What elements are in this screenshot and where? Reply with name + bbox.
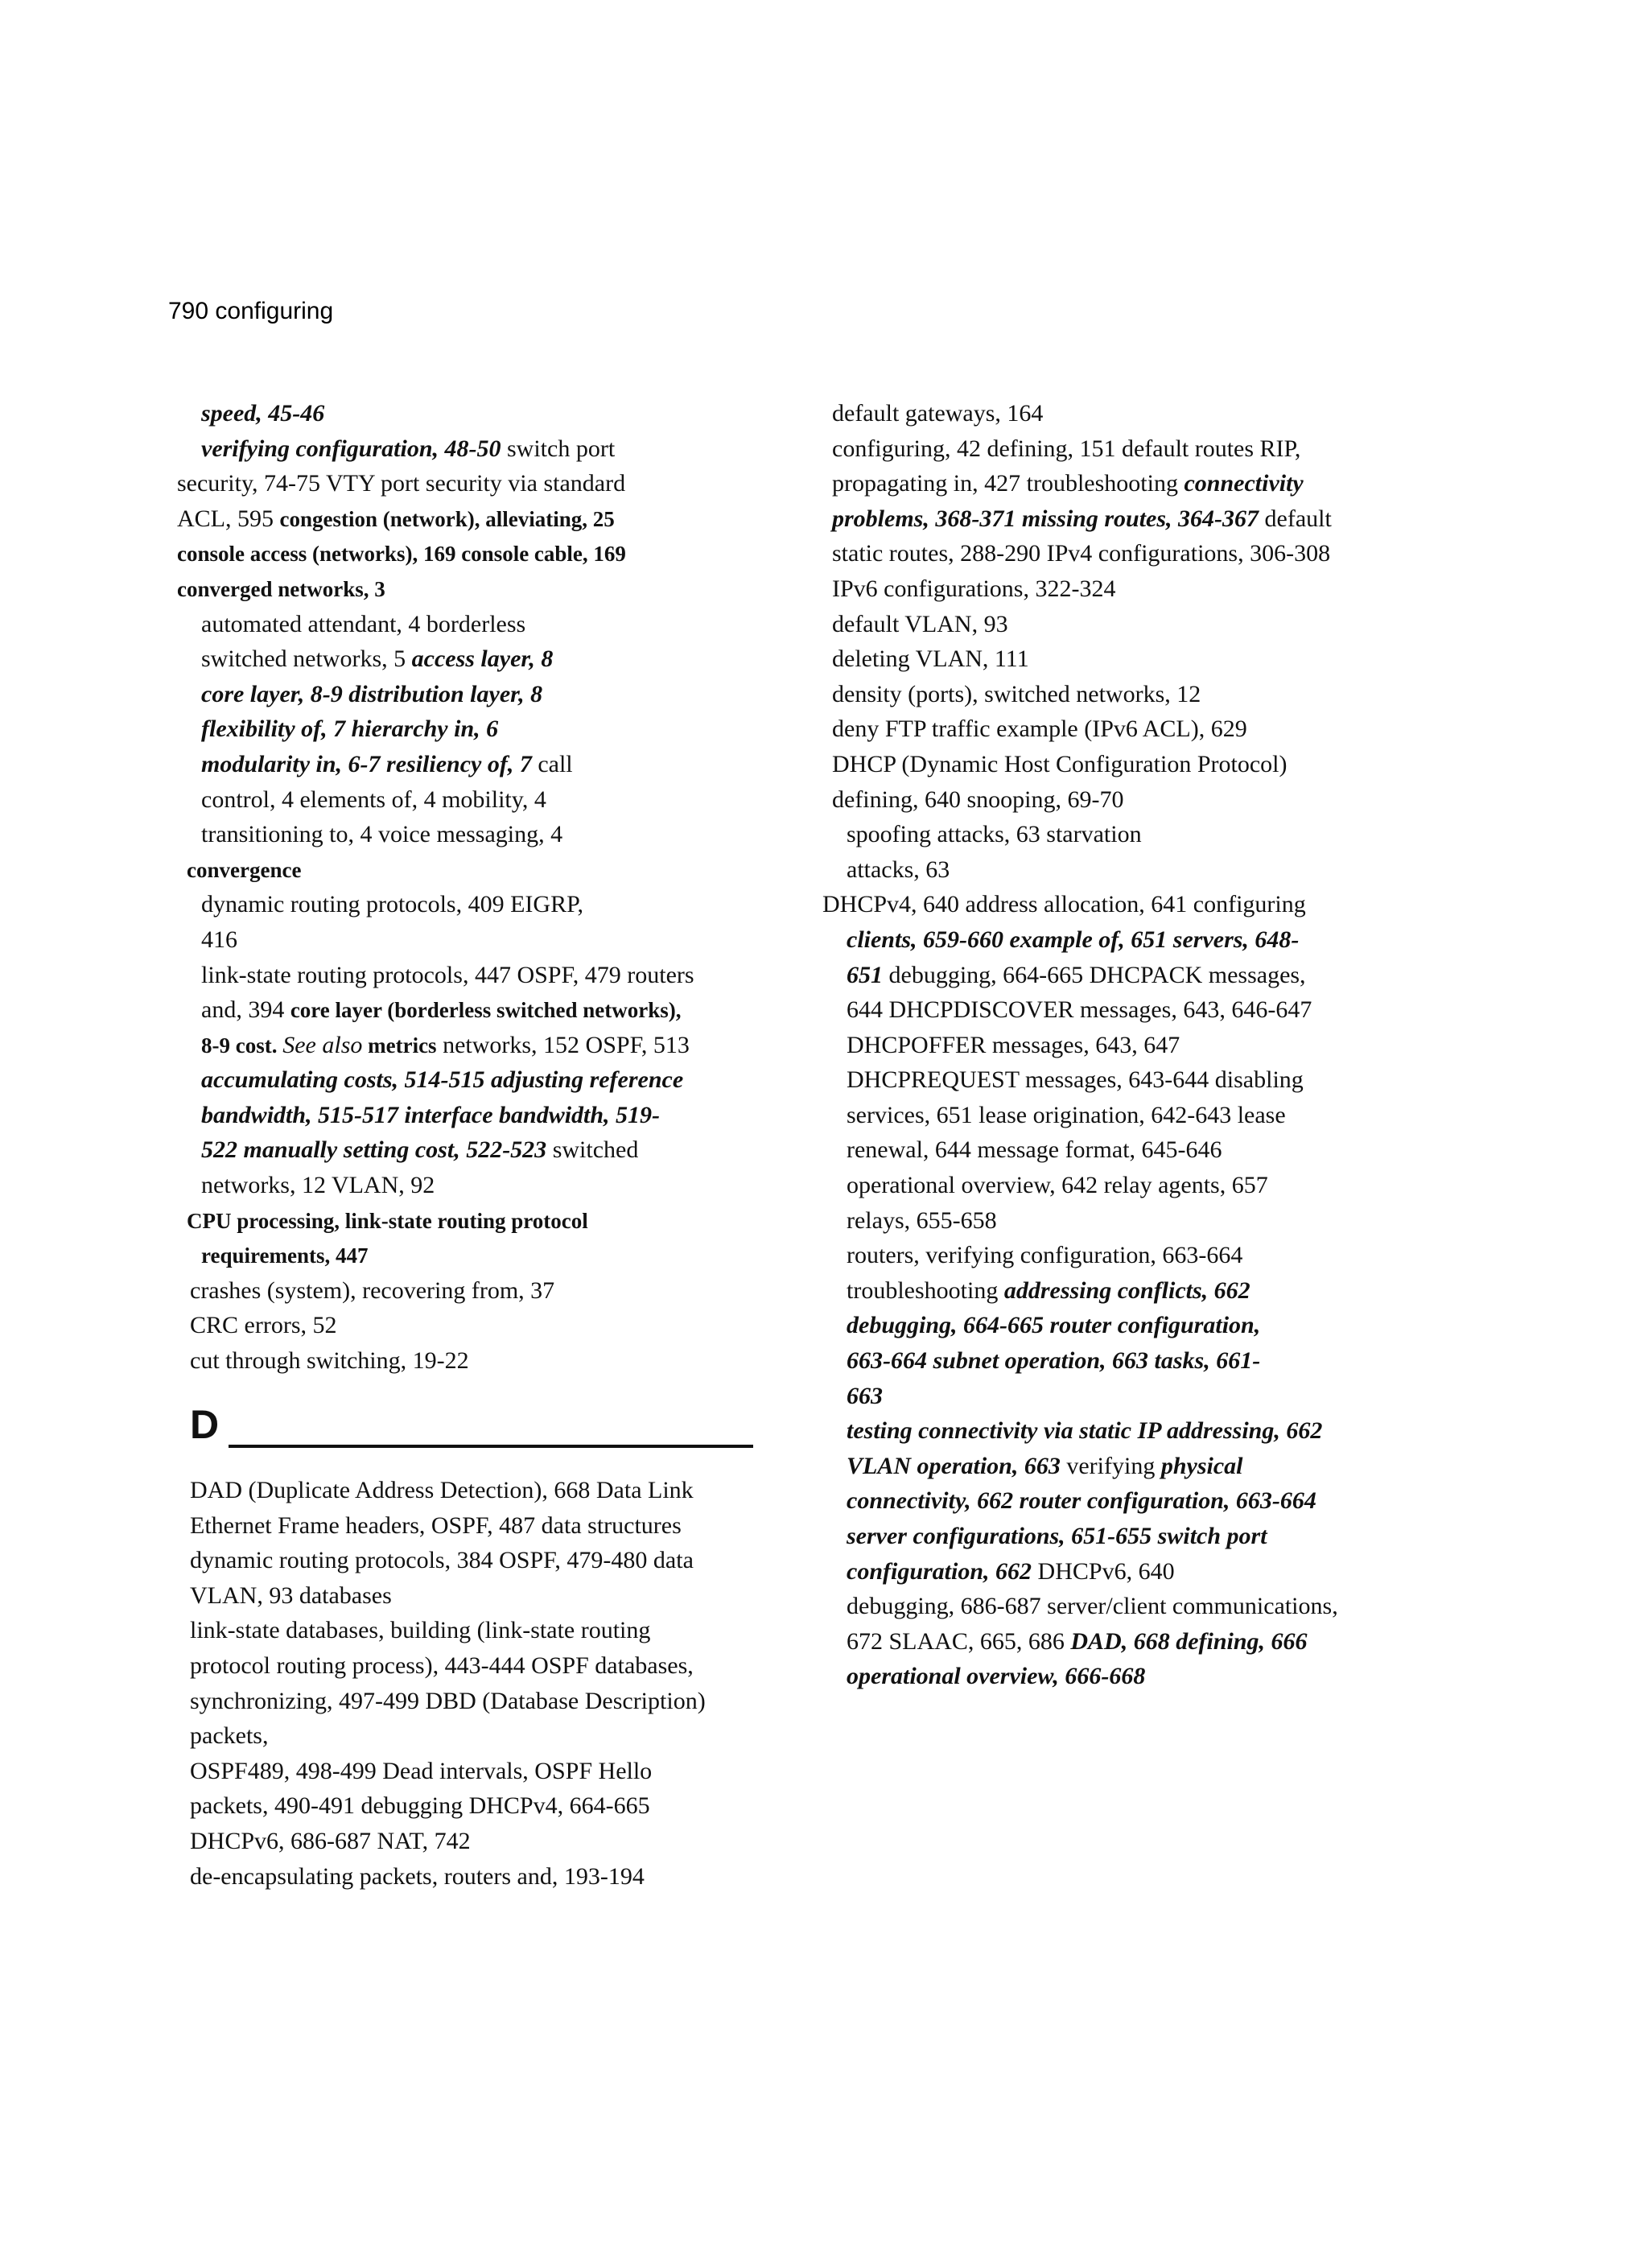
index-entry-line — [177, 992, 756, 1028]
index-entry-line — [177, 747, 756, 782]
section-rule — [229, 1445, 753, 1448]
index-column-left — [177, 396, 756, 1379]
index-entry-text: IPv6 configurations, 322-324 — [832, 575, 1116, 602]
index-entry-text: spoofing attacks, 63 starvation — [847, 821, 1142, 848]
index-entry-text: routers, verifying configuration, 663-664 — [847, 1242, 1243, 1269]
index-entry-text: DHCPREQUEST messages, 643-644 disabling — [847, 1066, 1304, 1094]
index-entry-text: automated attendant, 4 borderless — [201, 610, 526, 637]
index-entry-text: density (ports), switched networks, 12 — [832, 680, 1201, 707]
index-entry-line — [177, 1343, 756, 1379]
index-entry-text: deny FTP traffic example (IPv6 ACL), 629 — [832, 715, 1247, 743]
index-entry-text: services, 651 lease origination, 642-643 lease — [847, 1101, 1286, 1128]
index-entry-text: deleting VLAN, 111 — [832, 645, 1029, 673]
index-entry-text: connectivity, 662 router configuration, 663-664 — [847, 1487, 1316, 1515]
index-entry-line — [822, 1062, 1434, 1098]
index-entry-text: packets, — [190, 1722, 269, 1750]
index-entry-text: static routes, 288-290 IPv4 configurations, 306-308 — [832, 540, 1331, 567]
index-entry-line — [177, 887, 756, 922]
index-entry-line — [822, 782, 1434, 818]
index-entry-line — [190, 1718, 769, 1754]
index-entry-line — [177, 1203, 756, 1239]
index-entry-text: DAD (Duplicate Address Detection), 668 Data Link — [190, 1477, 694, 1503]
index-entry-line — [177, 1238, 756, 1273]
index-entry-line — [822, 536, 1434, 571]
index-entry-text: See also — [282, 1031, 363, 1058]
index-entry-text: converged networks, 3 — [177, 576, 385, 601]
index-entry-line — [822, 466, 1434, 501]
index-entry-line — [177, 817, 756, 852]
index-entry-line — [177, 571, 756, 607]
index-entry-text: verifying — [1060, 1452, 1161, 1479]
index-entry-text: access layer, 8 — [411, 645, 554, 673]
index-entry-text: operational overview, 642 relay agents, 657 — [847, 1172, 1268, 1199]
index-entry-line — [177, 466, 756, 501]
index-entry-text: flexibility of, 7 hierarchy in, 6 — [201, 715, 499, 743]
running-head: 790 configuring — [168, 298, 334, 324]
index-entry-text: relays, 655-658 — [847, 1206, 997, 1234]
index-entry-text: default — [1259, 505, 1332, 532]
index-entry-text: CRC errors, 52 — [190, 1312, 337, 1339]
index-entry-line — [190, 1613, 769, 1648]
index-column-right — [822, 396, 1434, 1694]
index-entry-text: server configurations, 651-655 switch port — [847, 1523, 1267, 1549]
index-entry-line — [190, 1543, 769, 1578]
index-entry-text: operational overview, 666-668 — [847, 1663, 1146, 1690]
index-entry-line — [177, 396, 756, 431]
index-entry-text: attacks, 63 — [847, 856, 950, 883]
index-entry-line — [177, 1062, 756, 1098]
index-entry-text: configuring, 42 defining, 151 default routes RIP, — [832, 435, 1301, 462]
index-entry-line — [822, 1168, 1434, 1203]
index-entry-text: 522 manually setting cost, 522-523 — [201, 1136, 547, 1164]
index-entry-line — [822, 501, 1434, 537]
index-entry-text: cut through switching, 19-22 — [190, 1347, 469, 1375]
index-entry-line — [177, 922, 756, 958]
index-entry-line — [822, 641, 1434, 677]
index-entry-text: congestion (network), alleviating, 25 — [279, 506, 615, 531]
index-entry-text: problems, 368-371 missing routes, 364-367 — [832, 505, 1259, 532]
index-entry-line — [822, 1098, 1434, 1133]
index-entry-line — [177, 852, 756, 888]
index-entry-line — [822, 1624, 1434, 1660]
index-entry-text: speed, 45-46 — [201, 400, 325, 427]
index-entry-text: console access (networks), 169 console cable, 169 — [177, 542, 626, 567]
index-entry-line — [822, 1308, 1434, 1343]
index-entry-line — [177, 607, 756, 642]
index-entry-text: 416 — [201, 926, 237, 953]
index-entry-text: physical — [1160, 1452, 1243, 1479]
index-entry-line — [190, 1473, 769, 1508]
index-entry-line — [822, 1554, 1434, 1590]
index-entry-line — [177, 1273, 756, 1309]
index-entry-line — [822, 817, 1434, 852]
index-entry-text: default gateways, 164 — [832, 400, 1044, 427]
index-entry-text: troubleshooting — [847, 1276, 1004, 1304]
section-letter: D — [190, 1402, 220, 1447]
index-entry-line — [822, 396, 1434, 431]
index-entry-line — [190, 1508, 769, 1544]
index-entry-line — [822, 958, 1434, 993]
index-entry-line — [822, 1413, 1434, 1449]
index-entry-text: transitioning to, 4 voice messaging, 4 — [201, 821, 563, 848]
index-entry-text: packets, 490-491 debugging DHCPv4, 664-665 — [190, 1792, 650, 1820]
index-entry-text: bandwidth, 515-517 interface bandwidth, 519- — [201, 1101, 661, 1128]
index-entry-text: accumulating costs, 514-515 adjusting reference — [201, 1066, 684, 1094]
index-entry-line — [822, 1483, 1434, 1519]
index-entry-line — [177, 1098, 756, 1133]
index-entry-line — [177, 536, 756, 571]
index-entry-line — [177, 1308, 756, 1343]
index-entry-text: convergence — [187, 857, 302, 882]
index-entry-text: Ethernet Frame headers, OSPF, 487 data structures — [190, 1511, 682, 1539]
index-entry-line — [822, 1343, 1434, 1379]
index-entry-text: link-state routing protocols, 447 OSPF, 479 routers — [201, 961, 694, 988]
index-entry-text: control, 4 elements of, 4 mobility, 4 — [201, 786, 546, 813]
index-entry-text: VLAN operation, 663 — [847, 1452, 1061, 1479]
index-entry-text: core layer, 8-9 distribution layer, 8 — [201, 680, 543, 707]
index-entry-line — [822, 711, 1434, 747]
index-entry-text: 8-9 cost. — [201, 1033, 283, 1058]
index-entry-text: verifying configuration, 48-50 — [201, 435, 501, 462]
index-entry-line — [822, 1379, 1434, 1414]
index-entry-text: 663 — [847, 1382, 883, 1409]
index-entry-line — [190, 1788, 769, 1824]
index-entry-line — [822, 1519, 1434, 1554]
index-entry-text: 644 DHCPDISCOVER messages, 643, 646-647 — [847, 996, 1312, 1024]
index-entry-text: metrics — [362, 1033, 437, 1058]
index-entry-line — [822, 1028, 1434, 1063]
index-entry-text: link-state databases, building (link-state routing — [190, 1617, 651, 1644]
index-entry-text: DHCPOFFER messages, 643, 647 — [847, 1031, 1180, 1058]
index-entry-text: DAD, 668 defining, 666 — [1070, 1627, 1308, 1655]
index-entry-text: switched networks, 5 — [201, 645, 412, 673]
index-entry-line — [822, 1589, 1434, 1624]
index-entry-text: debugging, 664-665 DHCPACK messages, — [883, 961, 1306, 988]
index-entry-line — [822, 1238, 1434, 1273]
index-entry-text: debugging, 686-687 server/client communications, — [847, 1593, 1338, 1620]
index-entry-text: addressing conflicts, 662 — [1003, 1276, 1250, 1304]
index-entry-text: core layer (borderless switched networks), — [290, 998, 682, 1023]
index-entry-text: security, 74-75 VTY port security via standard — [177, 470, 626, 497]
index-entry-line — [822, 607, 1434, 642]
index-entry-line — [822, 571, 1434, 607]
index-entry-text: dynamic routing protocols, 409 EIGRP, — [201, 891, 583, 918]
index-entry-line — [177, 1168, 756, 1203]
index-entry-text: switched — [546, 1136, 639, 1164]
index-entry-line — [822, 922, 1434, 958]
index-entry-line — [190, 1754, 769, 1789]
index-entry-text: switch port — [501, 435, 616, 462]
index-entry-text: call — [531, 750, 573, 777]
index-entry-text: modularity in, 6-7 resiliency of, 7 — [201, 750, 532, 777]
index-entry-line — [190, 1684, 769, 1719]
index-entry-text: propagating in, 427 troubleshooting — [832, 470, 1184, 497]
index-entry-line — [177, 958, 756, 993]
index-entry-text: networks, 152 OSPF, 513 — [436, 1031, 690, 1058]
index-entry-line — [177, 1132, 756, 1168]
index-entry-text: configuration, 662 — [847, 1557, 1032, 1585]
index-entry-line — [177, 431, 756, 467]
index-entry-line — [822, 747, 1434, 782]
index-entry-text: defining, 640 snooping, 69-70 — [832, 786, 1124, 813]
index-entry-line — [177, 677, 756, 712]
index-entry-text: de-encapsulating packets, routers and, 193-194 — [190, 1862, 645, 1890]
index-entry-line — [822, 992, 1434, 1028]
index-entry-line — [822, 677, 1434, 712]
index-entry-line — [177, 641, 756, 677]
index-entry-line — [822, 1273, 1434, 1309]
index-entry-text: renewal, 644 message format, 645-646 — [847, 1136, 1222, 1164]
index-column-d — [190, 1473, 769, 1894]
index-entry-text: networks, 12 VLAN, 92 — [201, 1172, 435, 1199]
index-entry-line — [822, 1132, 1434, 1168]
index-entry-text: CPU processing, link-state routing protocol — [187, 1208, 588, 1233]
index-entry-line — [190, 1859, 769, 1895]
index-entry-line — [822, 1203, 1434, 1239]
index-entry-text: debugging, 664-665 router configuration, — [847, 1312, 1261, 1339]
index-entry-line — [177, 711, 756, 747]
index-entry-text: and, 394 — [201, 996, 290, 1024]
index-entry-line — [822, 887, 1434, 922]
index-entry-text: connectivity — [1184, 470, 1304, 497]
index-entry-text: 651 — [847, 961, 883, 988]
index-entry-text: 663-664 subnet operation, 663 tasks, 661- — [847, 1347, 1261, 1375]
index-entry-text: default VLAN, 93 — [832, 610, 1008, 637]
index-entry-text: protocol routing process), 443-444 OSPF databases, — [190, 1652, 694, 1679]
index-entry-text: synchronizing, 497-499 DBD (Database Description) — [190, 1687, 706, 1714]
index-entry-line — [190, 1824, 769, 1859]
index-entry-text: requirements, 447 — [201, 1243, 369, 1268]
index-entry-text: DHCPv4, 640 address allocation, 641 configuring — [822, 891, 1306, 918]
index-entry-line — [822, 1449, 1434, 1484]
index-entry-text: DHCPv6, 686-687 NAT, 742 — [190, 1827, 471, 1854]
index-entry-text: DHCPv6, 640 — [1032, 1557, 1175, 1585]
index-entry-line — [177, 501, 756, 537]
index-entry-line — [190, 1578, 769, 1614]
index-entry-line — [190, 1648, 769, 1684]
index-entry-text: ACL, 595 — [177, 505, 280, 532]
index-entry-text: dynamic routing protocols, 384 OSPF, 479-480 data — [190, 1547, 694, 1574]
index-entry-text: testing connectivity via static IP addressing, 662 — [847, 1417, 1323, 1445]
index-entry-text: 672 SLAAC, 665, 686 — [847, 1627, 1071, 1655]
index-entry-text: clients, 659-660 example of, 651 servers, 648- — [847, 926, 1300, 953]
index-entry-text: VLAN, 93 databases — [190, 1581, 392, 1609]
section-header-d — [190, 1402, 753, 1447]
index-entry-line — [177, 782, 756, 818]
index-entry-text: OSPF489, 498-499 Dead intervals, OSPF Hello — [190, 1757, 653, 1784]
index-entry-line — [822, 1659, 1434, 1694]
index-entry-text: crashes (system), recovering from, 37 — [190, 1276, 555, 1304]
index-entry-text: DHCP (Dynamic Host Configuration Protocol) — [832, 750, 1288, 777]
index-entry-line — [177, 1028, 756, 1063]
index-entry-line — [822, 431, 1434, 467]
index-entry-line — [822, 852, 1434, 888]
